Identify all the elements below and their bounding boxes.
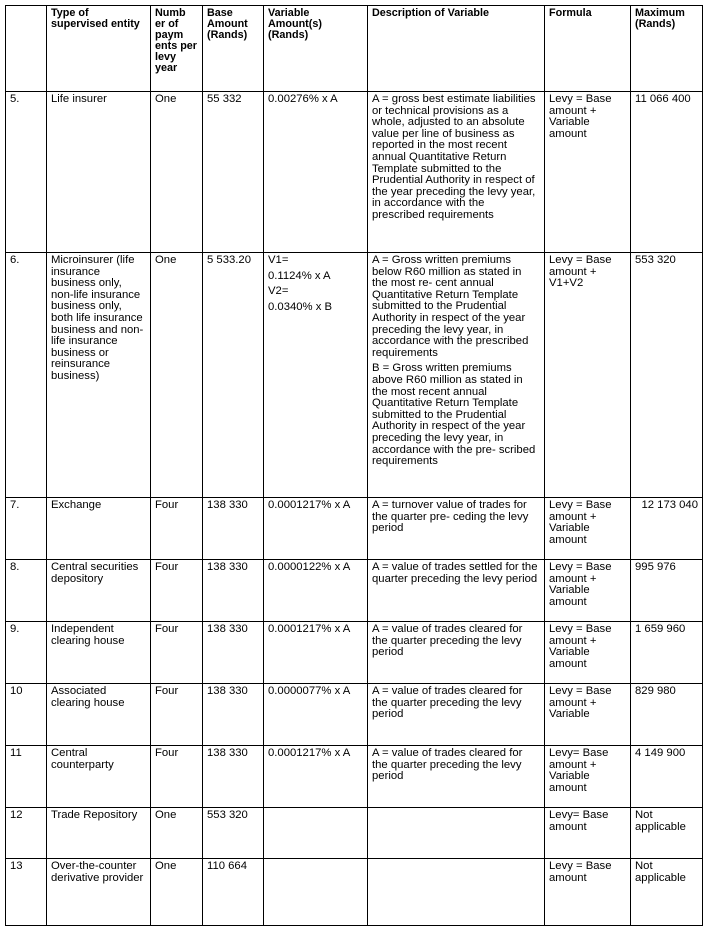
maximum-cell: 1 659 960 bbox=[631, 622, 703, 684]
description-paragraph: A = value of trades settled for the quarter preceding the levy period bbox=[372, 561, 538, 585]
table-row bbox=[6, 684, 703, 746]
maximum-cell: 12 173 040 bbox=[631, 498, 703, 560]
variable-amount-cell bbox=[264, 684, 368, 746]
header-variable: Variable Amount(s) (Rands) bbox=[264, 6, 368, 92]
variable-amount-cell bbox=[264, 746, 368, 808]
table-row bbox=[6, 859, 703, 926]
entity-cell: Life insurer bbox=[47, 92, 151, 253]
description-cell bbox=[368, 622, 545, 684]
variable-line: 0.0340% x B bbox=[268, 300, 333, 313]
description-cell bbox=[368, 560, 545, 622]
formula-cell: Levy = Base amount bbox=[545, 859, 631, 926]
payments-cell: Four bbox=[151, 684, 203, 746]
formula-cell: Levy= Base amount + Variable amount bbox=[545, 746, 631, 808]
row-number: 5. bbox=[6, 92, 47, 253]
payments-cell: Four bbox=[151, 622, 203, 684]
description-cell bbox=[368, 92, 545, 253]
formula-cell: Levy= Base amount bbox=[545, 808, 631, 859]
payments-cell: One bbox=[151, 808, 203, 859]
base-amount-cell: 55 332 bbox=[203, 92, 264, 253]
payments-cell: One bbox=[151, 253, 203, 498]
formula-cell: Levy = Base amount + V1+V2 bbox=[545, 253, 631, 498]
description-paragraph: A = value of trades cleared for the quarter preceding the levy period bbox=[372, 623, 523, 659]
levy-table bbox=[5, 5, 703, 926]
variable-amount-cell bbox=[264, 808, 368, 859]
maximum-cell: 829 980 bbox=[631, 684, 703, 746]
maximum-cell: 995 976 bbox=[631, 560, 703, 622]
table-row bbox=[6, 808, 703, 859]
variable-amount-cell bbox=[264, 253, 368, 498]
entity-cell: Exchange bbox=[47, 498, 151, 560]
row-number: 10 bbox=[6, 684, 47, 746]
table-row bbox=[6, 622, 703, 684]
table-row bbox=[6, 498, 703, 560]
base-amount-cell: 5 533.20 bbox=[203, 253, 264, 498]
base-amount-cell: 138 330 bbox=[203, 622, 264, 684]
description-cell bbox=[368, 859, 545, 926]
base-amount-cell: 138 330 bbox=[203, 498, 264, 560]
entity-cell: Associated clearing house bbox=[47, 684, 151, 746]
description-paragraph: B = Gross written premiums above R60 million as stated in the most recent annual Quantitative Return Template submitted to the Prudential Authority in respect of the year preceding the levy year, in accordance with the pre- scribed requirements bbox=[372, 362, 536, 468]
description-paragraph: A = gross best estimate liabilities or technical provisions as a whole, adjusted to an absolute value per line of business as reported in the most recent annual Quantitative Return Template submitted to the Prudential Authority in respect of the year preceding the levy year, in accordance with the prescribed requirements bbox=[372, 93, 536, 221]
row-number: 9. bbox=[6, 622, 47, 684]
variable-line: V1= bbox=[268, 254, 289, 266]
payments-cell: Four bbox=[151, 746, 203, 808]
payments-cell: One bbox=[151, 859, 203, 926]
entity-cell: Microinsurer (life insurance business only, non-life insurance business only, both life insurance business and non-life insurance business or reinsurance business) bbox=[47, 253, 151, 498]
table-row bbox=[6, 253, 703, 498]
variable-amount-cell bbox=[264, 622, 368, 684]
description-paragraph: A = Gross written premiums below R60 million as stated in the most re- cent annual Quantitative Return Template submitted to the Prudential Authority in respect of the year preceding the levy year, in accordance with the prescribed requirements bbox=[372, 254, 529, 359]
formula-cell: Levy = Base amount + Variable amount bbox=[545, 92, 631, 253]
base-amount-cell: 138 330 bbox=[203, 746, 264, 808]
entity-cell: Independent clearing house bbox=[47, 622, 151, 684]
table-row bbox=[6, 92, 703, 253]
description-cell bbox=[368, 498, 545, 560]
maximum-cell: 11 066 400 bbox=[631, 92, 703, 253]
description-paragraph: A = turnover value of trades for the quarter pre- ceding the levy period bbox=[372, 499, 529, 535]
base-amount-cell: 110 664 bbox=[203, 859, 264, 926]
variable-line: 0.1124% x A bbox=[268, 269, 331, 282]
formula-cell: Levy = Base amount + Variable amount bbox=[545, 622, 631, 684]
variable-line: 0.00276% x A bbox=[268, 93, 338, 105]
row-number: 12 bbox=[6, 808, 47, 859]
variable-line: V2= bbox=[268, 285, 289, 298]
description-cell bbox=[368, 253, 545, 498]
variable-amount-cell bbox=[264, 92, 368, 253]
maximum-cell: Not applicable bbox=[631, 859, 703, 926]
variable-line: 0.0000122% x A bbox=[268, 561, 351, 573]
row-number: 11 bbox=[6, 746, 47, 808]
description-cell bbox=[368, 684, 545, 746]
variable-line: 0.0000077% x A bbox=[268, 685, 351, 697]
row-number: 8. bbox=[6, 560, 47, 622]
description-cell bbox=[368, 746, 545, 808]
base-amount-cell: 138 330 bbox=[203, 560, 264, 622]
row-number: 7. bbox=[6, 498, 47, 560]
variable-amount-cell bbox=[264, 560, 368, 622]
row-number: 13 bbox=[6, 859, 47, 926]
table-row bbox=[6, 746, 703, 808]
entity-cell: Trade Repository bbox=[47, 808, 151, 859]
header-row bbox=[6, 6, 703, 92]
entity-cell: Over-the-counter derivative provider bbox=[47, 859, 151, 926]
formula-cell: Levy = Base amount + Variable bbox=[545, 684, 631, 746]
header-number bbox=[6, 6, 47, 92]
header-formula: Formula bbox=[545, 6, 631, 92]
header-description: Description of Variable bbox=[368, 6, 545, 92]
description-cell bbox=[368, 808, 545, 859]
formula-cell: Levy = Base amount + Variable amount bbox=[545, 498, 631, 560]
header-payments: Numb er of paym ents per levy year bbox=[151, 6, 203, 92]
row-number: 6. bbox=[6, 253, 47, 498]
variable-line: 0.0001217% x A bbox=[268, 623, 351, 635]
payments-cell: Four bbox=[151, 498, 203, 560]
variable-line: 0.0001217% x A bbox=[268, 499, 351, 511]
maximum-cell: 4 149 900 bbox=[631, 746, 703, 808]
variable-amount-cell bbox=[264, 498, 368, 560]
maximum-cell: Not applicable bbox=[631, 808, 703, 859]
entity-cell: Central counterparty bbox=[47, 746, 151, 808]
entity-cell: Central securities depository bbox=[47, 560, 151, 622]
description-paragraph: A = value of trades cleared for the quarter preceding the levy period bbox=[372, 685, 523, 721]
base-amount-cell: 553 320 bbox=[203, 808, 264, 859]
description-paragraph: A = value of trades cleared for the quarter preceding the levy period bbox=[372, 747, 523, 783]
base-amount-cell: 138 330 bbox=[203, 684, 264, 746]
variable-line: 0.0001217% x A bbox=[268, 747, 351, 759]
header-maximum: Maximum (Rands) bbox=[631, 6, 703, 92]
payments-cell: Four bbox=[151, 560, 203, 622]
payments-cell: One bbox=[151, 92, 203, 253]
header-base: Base Amount (Rands) bbox=[203, 6, 264, 92]
formula-cell: Levy = Base amount + Variable amount bbox=[545, 560, 631, 622]
header-entity: Type of supervised entity bbox=[47, 6, 151, 92]
maximum-cell: 553 320 bbox=[631, 253, 703, 498]
variable-amount-cell bbox=[264, 859, 368, 926]
table-row bbox=[6, 560, 703, 622]
